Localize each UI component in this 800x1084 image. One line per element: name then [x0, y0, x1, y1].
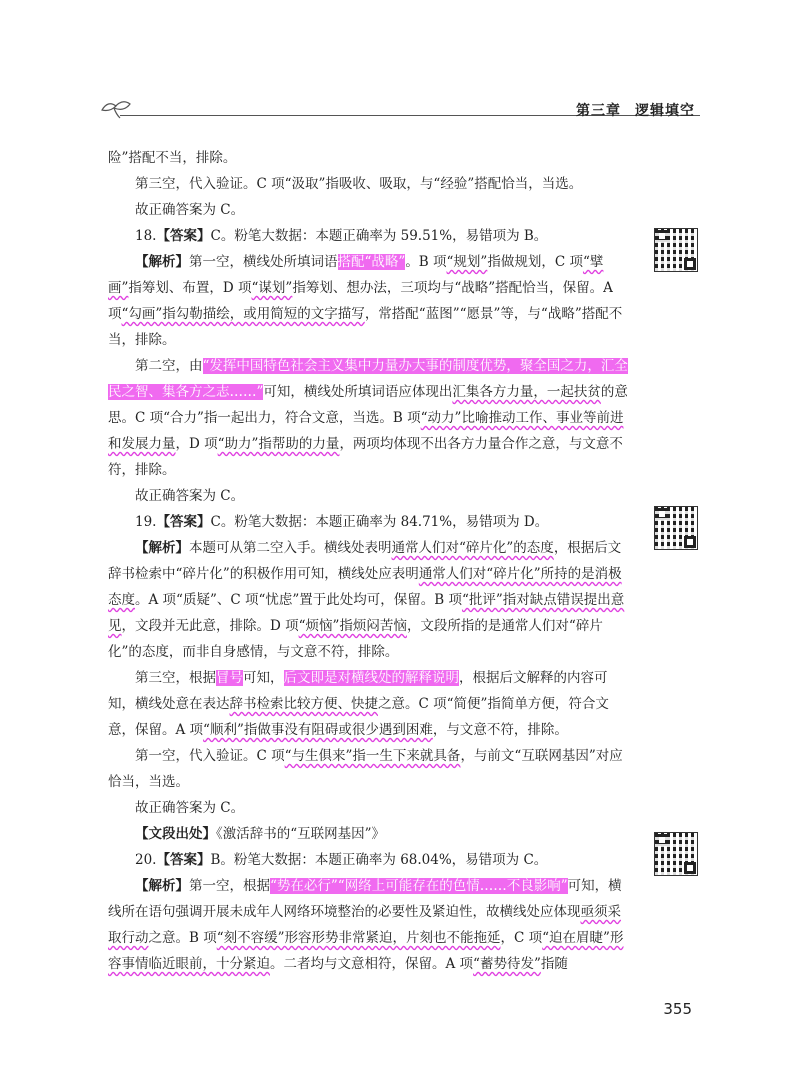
- underlined-text: “与生俱来”指一生下来就具备: [284, 748, 461, 764]
- text-run: 第三空，根据: [135, 670, 216, 686]
- text-run: 可知，横线处所填词语应体现出: [263, 384, 453, 400]
- text-run: 险”搭配不当，排除。: [108, 150, 237, 166]
- text-run: 。二者均与文意相符，保留。A 项: [270, 956, 474, 972]
- text-run: 第一空，根据: [189, 878, 270, 894]
- text-run: 可知，横线所在语句强调开展未成年人网络环境整治的必要性及紧迫性，故横线处应体现: [108, 878, 622, 920]
- text-run: 指随: [540, 956, 568, 972]
- text-run: ，D 项: [175, 436, 218, 452]
- text-run: ，文段并无此意，排除。D 项: [121, 618, 299, 634]
- text-run: 故正确答案为 C。: [135, 800, 245, 816]
- highlighted-text: 冒号: [216, 670, 243, 686]
- paragraph: [108, 171, 628, 197]
- source-line: [108, 821, 628, 847]
- text-run: ，C 项: [500, 930, 543, 946]
- highlighted-text: 后文即是对横线处的解释说明: [283, 670, 459, 686]
- highlighted-text: “势在必行”“网络上可能存在的色情……不良影响”: [270, 878, 568, 894]
- page-body: [108, 145, 628, 977]
- analysis-18-2: [108, 353, 628, 483]
- leaf-icon: [98, 96, 134, 120]
- underlined-text: “迫在眉睫”形容事情临近眼前，十分紧迫: [108, 930, 624, 972]
- text-run: 19.: [135, 514, 157, 530]
- text-run: 与“战略”搭配不当，排除。: [108, 306, 623, 348]
- underlined-text: “勾画”指勾勒描绘，或用简短的文字描写: [121, 306, 365, 322]
- text-run: 保留。A 项: [108, 280, 613, 322]
- underlined-text: “谋划”: [251, 280, 293, 296]
- text-run: 指筹划、想办法，三项均与“战略”搭配恰当，: [292, 280, 563, 296]
- page-number: 355: [663, 1000, 692, 1018]
- answer-20: [108, 847, 628, 873]
- text-run: 第一空，横线处所填词语: [189, 254, 338, 270]
- text-run: 之意。B 项: [148, 930, 217, 946]
- text-run: 18.: [135, 228, 157, 244]
- underlined-text: 汇集各方力量，一起扶贫: [452, 384, 601, 400]
- qr-code-icon[interactable]: [654, 506, 698, 550]
- text-run: 。A 项“质疑”、C 项“忧虑”置于此处均可，保留。B 项: [135, 592, 462, 608]
- text-run: ，根据后文辞书检索中“碎片化”的积极作用可知，横线处应表明: [108, 540, 622, 582]
- underlined-text: “规划”: [446, 254, 488, 270]
- qr-code-icon[interactable]: [654, 832, 698, 876]
- analysis-19-1: [108, 535, 628, 665]
- text-run: 指筹划、布置，D 项: [128, 280, 252, 296]
- highlighted-text: “发挥中国特色社会主义集中力量办大事的制度优势，聚全国之力，汇全民之智、集各方之志……”: [108, 358, 628, 400]
- text-run: 【答案】: [156, 514, 211, 530]
- highlighted-text: 搭配“战略”: [337, 254, 406, 270]
- text-run: 第一空，代入验证。C 项: [135, 748, 285, 764]
- text-run: 故正确答案为 C。: [135, 202, 245, 218]
- text-run: 20.: [135, 852, 157, 868]
- paragraph: [108, 795, 628, 821]
- analysis-20-1: [108, 873, 628, 977]
- underlined-text: “擘画”: [108, 254, 604, 296]
- paragraph: [108, 145, 628, 171]
- text-run: ，两项均体现不出各方力量合作之意，与文意不符，排除。: [108, 436, 623, 478]
- text-run: 第三空，代入验证。C 项“汲取”指吸收、吸取，与“经验”搭配恰当，当选。: [135, 176, 583, 192]
- underlined-text: 通常人们对“碎片化”的态度: [391, 540, 554, 556]
- text-run: 指做规划，C 项: [487, 254, 583, 270]
- text-run: 【答案】: [156, 228, 211, 244]
- answer-18: [108, 223, 628, 249]
- underlined-text: “顺利”指做事没有阻碍或很少遇到困难: [203, 722, 433, 738]
- text-run: 【解析】: [135, 878, 189, 894]
- text-run: 之意。C 项“简便”指简单方便，符合文意，保留。A 项: [108, 696, 609, 738]
- text-run: 的意思。C 项“合力”指一起出力，符合文意，当选。B 项: [108, 384, 628, 426]
- text-run: B。粉笔大数据：本题正确率为 68.04%，易错项为 C。: [210, 852, 548, 868]
- text-run: 。B 项: [405, 254, 447, 270]
- text-run: 【答案】: [156, 852, 211, 868]
- chapter-label: 第三章: [576, 103, 621, 119]
- text-run: 《激活辞书的“互联网基因”》: [216, 826, 386, 842]
- paragraph: [108, 483, 628, 509]
- underlined-text: “刻不容缓”形容形势非常紧迫，片刻也不能拖延: [216, 930, 501, 946]
- underlined-text: “批评”指对缺点错误提出意见: [108, 592, 625, 634]
- underlined-text: 通常人们对“碎片化”所持的是消极态度: [108, 566, 622, 608]
- analysis-19-3: [108, 743, 628, 795]
- text-run: ，根据后文解释的内容可知，横线处意在表达: [108, 670, 608, 712]
- underlined-text: “蓄势待发”: [473, 956, 541, 972]
- analysis-18-1: [108, 249, 628, 353]
- qr-code-icon[interactable]: [654, 228, 698, 272]
- text-run: 第二空，由: [135, 358, 203, 374]
- text-run: ，文段所指的是通常人们对“碎片化”的态度，而非自身感情，与文意不符，排除。: [108, 618, 603, 660]
- underlined-text: 亟须采取行动: [108, 904, 621, 946]
- text-run: ，与文意不符，排除。: [432, 722, 568, 738]
- section-label: 逻辑填空: [635, 103, 695, 119]
- analysis-19-2: [108, 665, 628, 743]
- text-run: 本题可从第二空入手。横线处表明: [189, 540, 392, 556]
- text-run: ，与前文“互联网基因”对应恰当，当选。: [108, 748, 623, 790]
- text-run: ，常搭配“蓝图”“愿景”等，: [364, 306, 528, 322]
- text-run: C。粉笔大数据：本题正确率为 59.51%，易错项为 B。: [210, 228, 548, 244]
- underlined-text: “动力”比喻推动工作、事业等前进和发展力量: [108, 410, 624, 452]
- underlined-text: 辞书检索比较方便、快捷: [229, 696, 378, 712]
- text-run: 【解析】: [135, 540, 189, 556]
- text-run: 可知，: [243, 670, 284, 686]
- answer-19: [108, 509, 628, 535]
- running-header: [576, 100, 695, 120]
- underlined-text: “助力”指帮助的力量: [217, 436, 340, 452]
- text-run: 【文段出处】: [135, 826, 216, 842]
- paragraph: [108, 197, 628, 223]
- text-run: 故正确答案为 C。: [135, 488, 245, 504]
- text-run: C。粉笔大数据：本题正确率为 84.71%，易错项为 D。: [210, 514, 549, 530]
- underlined-text: “烦恼”指烦闷苦恼: [298, 618, 407, 634]
- text-run: 【解析】: [135, 254, 189, 270]
